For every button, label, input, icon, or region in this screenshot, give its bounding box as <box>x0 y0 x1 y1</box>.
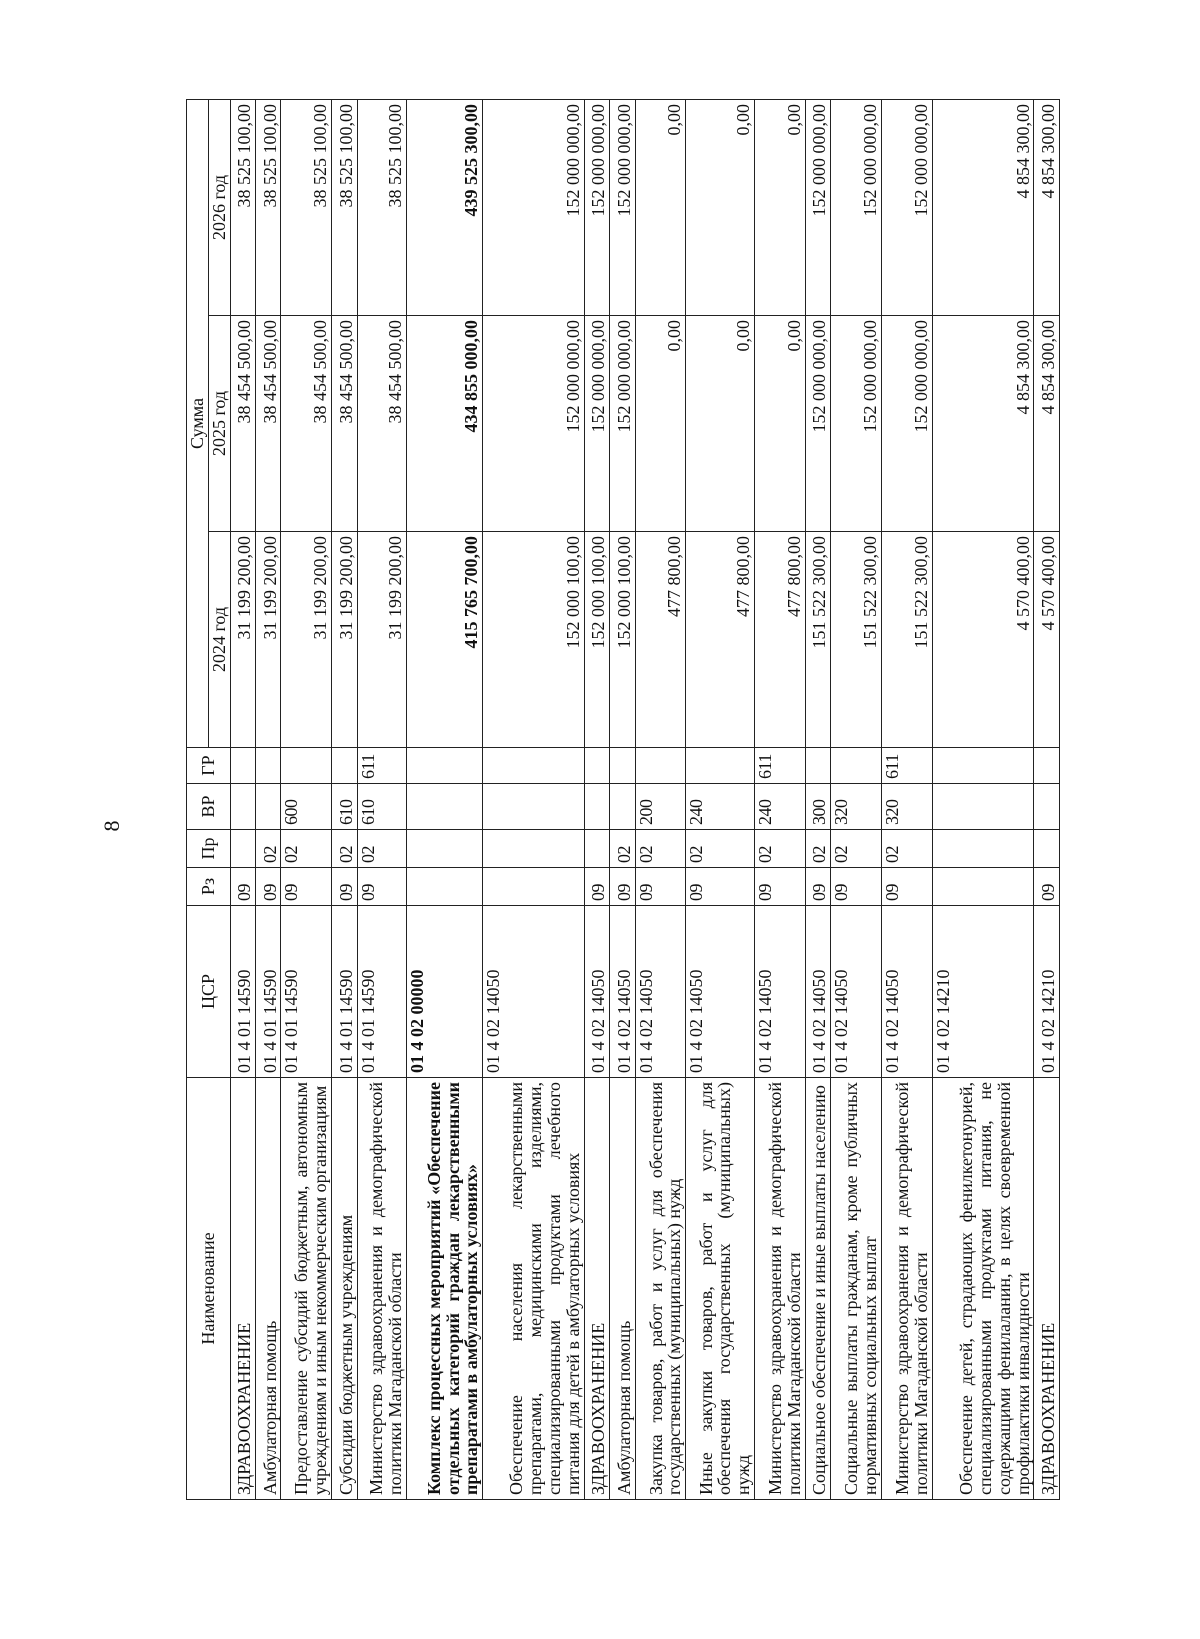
cell-csr: 01 4 02 14050 <box>610 906 635 1078</box>
cell-vr: 240 <box>755 784 806 830</box>
cell-rz <box>407 868 483 906</box>
table-row <box>610 99 635 1499</box>
cell-rz: 09 <box>882 868 933 906</box>
cell-csr: 01 4 02 14210 <box>932 906 1034 1078</box>
header-csr: ЦСР <box>187 906 231 1078</box>
cell-name: Министерство здравоохранения и демографической политики Магаданской области <box>357 1078 407 1500</box>
cell-name: ЗДРАВООХРАНЕНИЕ <box>1034 1078 1060 1500</box>
cell-pr: 02 <box>281 830 332 868</box>
cell-pr: 02 <box>332 830 357 868</box>
header-sum: Сумма <box>187 99 209 747</box>
cell-csr: 01 4 01 14590 <box>230 906 255 1078</box>
table-header <box>187 99 231 1499</box>
table-row <box>882 99 933 1499</box>
table-row <box>932 99 1034 1499</box>
cell-2024: 477 800,00 <box>686 532 755 748</box>
header-rz: Рз <box>187 868 231 906</box>
cell-gr <box>256 748 281 784</box>
cell-vr: 600 <box>281 784 332 830</box>
header-gr: ГР <box>187 748 231 784</box>
table-row <box>686 99 755 1499</box>
cell-2026: 38 525 100,00 <box>332 99 357 315</box>
cell-2026: 4 854 300,00 <box>932 99 1034 315</box>
cell-vr: 320 <box>882 784 933 830</box>
cell-2024: 31 199 200,00 <box>332 532 357 748</box>
cell-2025: 434 855 000,00 <box>407 316 483 532</box>
cell-pr <box>483 830 585 868</box>
cell-2024: 31 199 200,00 <box>357 532 407 748</box>
table-body <box>230 99 1059 1499</box>
cell-2025: 38 454 500,00 <box>281 316 332 532</box>
cell-gr <box>686 748 755 784</box>
cell-gr: 611 <box>357 748 407 784</box>
cell-gr <box>281 748 332 784</box>
cell-2026: 38 525 100,00 <box>256 99 281 315</box>
header-year-2024: 2024 год <box>208 532 230 748</box>
cell-rz: 09 <box>332 868 357 906</box>
cell-gr <box>831 748 882 784</box>
rotated-table-wrapper <box>186 100 1060 1500</box>
cell-csr: 01 4 02 14050 <box>831 906 882 1078</box>
cell-2024: 415 765 700,00 <box>407 532 483 748</box>
cell-name: Обеспечение детей, страдающих фенилкетонурией, специализированными продуктами питания, не содержащими фенилаланин, в целях своевременной профилактики инвалидности <box>932 1078 1034 1500</box>
table-row <box>755 99 806 1499</box>
cell-vr <box>610 784 635 830</box>
cell-2024: 477 800,00 <box>635 532 686 748</box>
cell-rz: 09 <box>584 868 609 906</box>
cell-csr: 01 4 01 14590 <box>357 906 407 1078</box>
cell-2026: 0,00 <box>635 99 686 315</box>
cell-rz: 09 <box>610 868 635 906</box>
cell-pr <box>1034 830 1060 868</box>
table-row <box>635 99 686 1499</box>
cell-2024: 4 570 400,00 <box>932 532 1034 748</box>
cell-gr <box>1034 748 1060 784</box>
cell-csr: 01 4 01 14590 <box>332 906 357 1078</box>
cell-2025: 38 454 500,00 <box>357 316 407 532</box>
cell-2025: 38 454 500,00 <box>332 316 357 532</box>
cell-2026: 4 854 300,00 <box>1034 99 1060 315</box>
cell-name: Субсидии бюджетным учреждениям <box>332 1078 357 1500</box>
cell-pr: 02 <box>256 830 281 868</box>
cell-2025: 0,00 <box>635 316 686 532</box>
cell-csr: 01 4 02 14050 <box>882 906 933 1078</box>
header-vr: ВР <box>187 784 231 830</box>
cell-rz: 09 <box>686 868 755 906</box>
cell-2025: 0,00 <box>755 316 806 532</box>
cell-name: Обеспечение населения лекарственными препаратами, медицинскими изделиями, специализированными продуктами лечебного питания для детей в амбулаторных условиях <box>483 1078 585 1500</box>
cell-csr: 01 4 02 14050 <box>755 906 806 1078</box>
cell-2024: 477 800,00 <box>755 532 806 748</box>
cell-gr <box>483 748 585 784</box>
cell-csr: 01 4 02 14050 <box>806 906 831 1078</box>
cell-2025: 4 854 300,00 <box>932 316 1034 532</box>
cell-name: Комплекс процессных мероприятий «Обеспечение отдельных категорий граждан лекарственными препаратами в амбулаторных условиях» <box>407 1078 483 1500</box>
cell-gr: 611 <box>755 748 806 784</box>
cell-pr: 02 <box>357 830 407 868</box>
cell-gr <box>230 748 255 784</box>
cell-vr: 610 <box>332 784 357 830</box>
cell-name: Закупка товаров, работ и услуг для обеспечения государственных (муниципальных) нужд <box>635 1078 686 1500</box>
cell-2025: 38 454 500,00 <box>256 316 281 532</box>
cell-gr <box>806 748 831 784</box>
header-pr: Пр <box>187 830 231 868</box>
table-row <box>230 99 255 1499</box>
cell-2024: 152 000 100,00 <box>584 532 609 748</box>
cell-csr: 01 4 01 14590 <box>256 906 281 1078</box>
cell-rz <box>483 868 585 906</box>
cell-2024: 31 199 200,00 <box>281 532 332 748</box>
cell-csr: 01 4 02 00000 <box>407 906 483 1078</box>
cell-csr: 01 4 02 14210 <box>1034 906 1060 1078</box>
header-year-2026: 2026 год <box>208 99 230 315</box>
cell-name: Амбулаторная помощь <box>256 1078 281 1500</box>
cell-rz: 09 <box>806 868 831 906</box>
cell-rz <box>932 868 1034 906</box>
cell-name: Социальное обеспечение и иные выплаты населению <box>806 1078 831 1500</box>
cell-rz: 09 <box>256 868 281 906</box>
cell-gr <box>635 748 686 784</box>
table-row <box>483 99 585 1499</box>
cell-vr <box>1034 784 1060 830</box>
cell-vr <box>483 784 585 830</box>
cell-vr: 610 <box>357 784 407 830</box>
cell-pr: 02 <box>755 830 806 868</box>
cell-pr <box>407 830 483 868</box>
cell-gr <box>584 748 609 784</box>
cell-pr <box>584 830 609 868</box>
page-number: 8 <box>99 820 124 832</box>
cell-name: Министерство здравоохранения и демографической политики Магаданской области <box>755 1078 806 1500</box>
cell-name: Социальные выплаты гражданам, кроме публичных нормативных социальных выплат <box>831 1078 882 1500</box>
cell-2026: 152 000 000,00 <box>806 99 831 315</box>
cell-pr: 02 <box>831 830 882 868</box>
cell-pr: 02 <box>610 830 635 868</box>
cell-name: ЗДРАВООХРАНЕНИЕ <box>230 1078 255 1500</box>
cell-2025: 152 000 000,00 <box>610 316 635 532</box>
cell-name: Предоставление субсидий бюджетным, автономным учреждениям и иным некоммерческим организациям <box>281 1078 332 1500</box>
cell-2026: 152 000 000,00 <box>584 99 609 315</box>
cell-pr: 02 <box>806 830 831 868</box>
cell-pr: 02 <box>635 830 686 868</box>
table-row <box>357 99 407 1499</box>
cell-csr: 01 4 02 14050 <box>635 906 686 1078</box>
cell-2024: 31 199 200,00 <box>230 532 255 748</box>
cell-rz: 09 <box>635 868 686 906</box>
cell-vr: 200 <box>635 784 686 830</box>
cell-csr: 01 4 02 14050 <box>584 906 609 1078</box>
table-row <box>806 99 831 1499</box>
cell-name: ЗДРАВООХРАНЕНИЕ <box>584 1078 609 1500</box>
cell-name: Иные закупки товаров, работ и услуг для обеспечения государственных (муниципальных) нужд <box>686 1078 755 1500</box>
cell-pr: 02 <box>686 830 755 868</box>
cell-2024: 152 000 100,00 <box>610 532 635 748</box>
cell-pr <box>230 830 255 868</box>
cell-gr <box>932 748 1034 784</box>
cell-2026: 38 525 100,00 <box>230 99 255 315</box>
cell-2026: 152 000 000,00 <box>483 99 585 315</box>
cell-rz: 09 <box>831 868 882 906</box>
table-row <box>1034 99 1060 1499</box>
cell-gr: 611 <box>882 748 933 784</box>
header-year-2025: 2025 год <box>208 316 230 532</box>
cell-pr: 02 <box>882 830 933 868</box>
cell-2024: 151 522 300,00 <box>806 532 831 748</box>
cell-gr <box>610 748 635 784</box>
cell-2026: 0,00 <box>755 99 806 315</box>
cell-gr <box>407 748 483 784</box>
table-row <box>256 99 281 1499</box>
table-row <box>831 99 882 1499</box>
cell-vr <box>256 784 281 830</box>
cell-name: Амбулаторная помощь <box>610 1078 635 1500</box>
cell-vr <box>932 784 1034 830</box>
cell-name: Министерство здравоохранения и демографической политики Магаданской области <box>882 1078 933 1500</box>
cell-2024: 151 522 300,00 <box>831 532 882 748</box>
cell-csr: 01 4 01 14590 <box>281 906 332 1078</box>
cell-2024: 4 570 400,00 <box>1034 532 1060 748</box>
cell-2025: 38 454 500,00 <box>230 316 255 532</box>
cell-rz: 09 <box>281 868 332 906</box>
cell-2026: 152 000 000,00 <box>831 99 882 315</box>
cell-2026: 38 525 100,00 <box>281 99 332 315</box>
cell-2026: 38 525 100,00 <box>357 99 407 315</box>
cell-gr <box>332 748 357 784</box>
cell-vr: 300 <box>806 784 831 830</box>
cell-2025: 4 854 300,00 <box>1034 316 1060 532</box>
cell-csr: 01 4 02 14050 <box>483 906 585 1078</box>
cell-2025: 152 000 000,00 <box>584 316 609 532</box>
table-row <box>584 99 609 1499</box>
header-name: Наименование <box>187 1078 231 1500</box>
cell-pr <box>932 830 1034 868</box>
cell-2025: 0,00 <box>686 316 755 532</box>
cell-2026: 0,00 <box>686 99 755 315</box>
cell-vr: 240 <box>686 784 755 830</box>
table-row <box>332 99 357 1499</box>
cell-2026: 439 525 300,00 <box>407 99 483 315</box>
cell-rz: 09 <box>230 868 255 906</box>
cell-2025: 152 000 000,00 <box>831 316 882 532</box>
cell-rz: 09 <box>1034 868 1060 906</box>
cell-2025: 152 000 000,00 <box>483 316 585 532</box>
cell-2025: 152 000 000,00 <box>806 316 831 532</box>
cell-csr: 01 4 02 14050 <box>686 906 755 1078</box>
cell-vr: 320 <box>831 784 882 830</box>
cell-vr <box>407 784 483 830</box>
cell-2024: 151 522 300,00 <box>882 532 933 748</box>
cell-2024: 31 199 200,00 <box>256 532 281 748</box>
cell-rz: 09 <box>357 868 407 906</box>
budget-table <box>186 99 1060 1500</box>
cell-rz: 09 <box>755 868 806 906</box>
table-row <box>407 99 483 1499</box>
cell-2026: 152 000 000,00 <box>610 99 635 315</box>
cell-vr <box>584 784 609 830</box>
cell-vr <box>230 784 255 830</box>
table-row <box>281 99 332 1499</box>
cell-2025: 152 000 000,00 <box>882 316 933 532</box>
cell-2024: 152 000 100,00 <box>483 532 585 748</box>
cell-2026: 152 000 000,00 <box>882 99 933 315</box>
